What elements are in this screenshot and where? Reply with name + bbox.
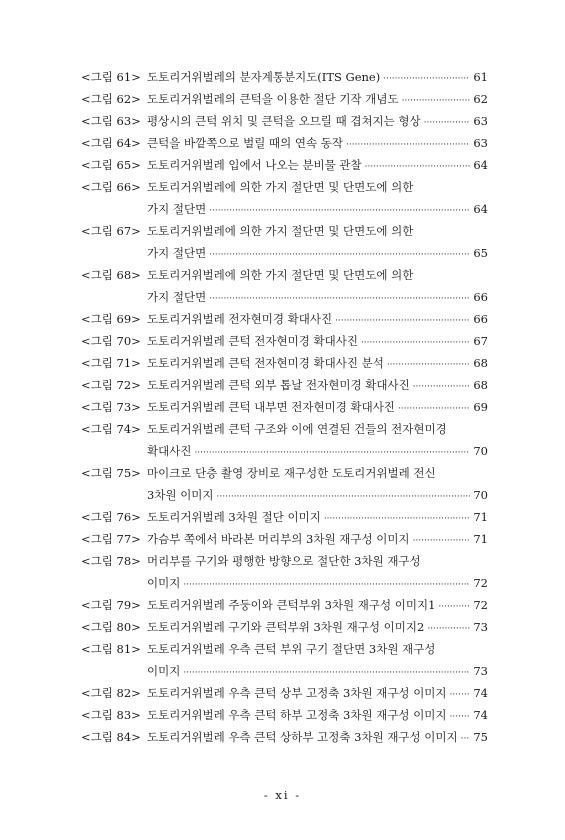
figure-entry bbox=[81, 418, 488, 462]
page-reference: 74 bbox=[473, 708, 488, 722]
leader-dots bbox=[346, 132, 470, 156]
page-reference: 70 bbox=[473, 444, 488, 458]
figure-title: 도토리거위벌레에 의한 가지 절단면 및 단면도에 의한 bbox=[147, 224, 414, 238]
figure-title: 도토리거위벌레 우측 큰턱 상하부 고정축 3차원 재구성 이미지 bbox=[147, 730, 458, 744]
figure-title: 도토리거위벌레 구기와 큰턱부위 3차원 재구성 이미지2 bbox=[147, 620, 425, 634]
leader-dots bbox=[335, 308, 470, 332]
figure-title: 도토리거위벌레 입에서 나오는 분비물 관찰 bbox=[147, 158, 362, 172]
figure-title: 도토리거위벌레 우측 큰턱 부위 구기 절단면 3차원 재구성 bbox=[147, 642, 436, 656]
entry-continuation-line bbox=[81, 286, 488, 308]
page-number-footer: - xi - bbox=[263, 788, 302, 802]
figure-title-continuation: 가지 절단면 bbox=[147, 202, 207, 216]
figure-title: 도토리거위벌레 우측 큰턱 하부 고정축 3차원 재구성 이미지 bbox=[147, 708, 447, 722]
figure-entry bbox=[81, 396, 488, 418]
page-reference: 63 bbox=[473, 114, 488, 128]
page-reference: 75 bbox=[473, 730, 488, 744]
figure-number: <그림 73> bbox=[81, 400, 141, 414]
entry-first-line bbox=[81, 462, 488, 484]
figure-title: 도토리거위벌레의 분자계통분지도(ITS Gene) bbox=[147, 70, 381, 84]
entry-continuation-line bbox=[81, 484, 488, 506]
page-reference: 64 bbox=[473, 158, 488, 172]
leader-dots bbox=[183, 660, 470, 684]
figure-title: 도토리거위벌레의 큰턱을 이용한 절단 기작 개념도 bbox=[147, 92, 399, 106]
table-of-figures bbox=[81, 66, 488, 748]
figure-title: 큰턱을 바깥쪽으로 벌릴 때의 연속 동작 bbox=[147, 136, 344, 150]
entry-first-line bbox=[81, 220, 488, 242]
figure-entry bbox=[81, 154, 488, 176]
figure-entry bbox=[81, 528, 488, 550]
figure-entry bbox=[81, 462, 488, 506]
figure-title: 도토리거위벌레 큰턱 구조와 이에 연결된 건들의 전자현미경 bbox=[147, 422, 447, 436]
figure-number: <그림 68> bbox=[81, 268, 141, 282]
figure-number: <그림 82> bbox=[81, 686, 141, 700]
entry-first-line bbox=[81, 154, 488, 176]
page-reference: 68 bbox=[473, 378, 488, 392]
leader-dots bbox=[427, 616, 470, 640]
page-reference: 71 bbox=[473, 532, 488, 546]
figure-title-continuation: 가지 절단면 bbox=[147, 246, 207, 260]
figure-title: 도토리거위벌레 큰턱 내부면 전자현미경 확대사진 bbox=[147, 400, 395, 414]
figure-number: <그림 78> bbox=[81, 554, 141, 568]
figure-number: <그림 84> bbox=[81, 730, 141, 744]
entry-first-line bbox=[81, 594, 488, 616]
figure-number: <그림 76> bbox=[81, 510, 141, 524]
figure-number: <그림 65> bbox=[81, 158, 141, 172]
figure-number: <그림 67> bbox=[81, 224, 141, 238]
entry-first-line bbox=[81, 110, 488, 132]
figure-title: 도토리거위벌레에 의한 가지 절단면 및 단면도에 의한 bbox=[147, 268, 414, 282]
entry-first-line bbox=[81, 132, 488, 154]
figure-entry bbox=[81, 638, 488, 682]
figure-entry bbox=[81, 132, 488, 154]
figure-title: 마이크로 단층 촬영 장비로 재구성한 도토리거위벌레 전신 bbox=[147, 466, 436, 480]
entry-continuation-line bbox=[81, 242, 488, 264]
leader-dots bbox=[413, 374, 471, 398]
figure-entry bbox=[81, 66, 488, 88]
leader-dots bbox=[324, 506, 471, 530]
figure-number: <그림 63> bbox=[81, 114, 141, 128]
figure-number: <그림 69> bbox=[81, 312, 141, 326]
entry-first-line bbox=[81, 528, 488, 550]
figure-title: 도토리거위벌레에 의한 가지 절단면 및 단면도에 의한 bbox=[147, 180, 414, 194]
figure-number: <그림 61> bbox=[81, 70, 141, 84]
page-reference: 72 bbox=[473, 576, 488, 590]
leader-dots bbox=[438, 594, 470, 618]
figure-entry bbox=[81, 352, 488, 374]
figure-title-continuation: 가지 절단면 bbox=[147, 290, 207, 304]
leader-dots bbox=[194, 440, 470, 464]
figure-title: 도토리거위벌레 큰턱 외부 톱날 전자현미경 확대사진 bbox=[147, 378, 410, 392]
page-reference: 73 bbox=[473, 664, 488, 678]
figure-title: 도토리거위벌레 우측 큰턱 상부 고정축 3차원 재구성 이미지 bbox=[147, 686, 447, 700]
figure-entry bbox=[81, 616, 488, 638]
page-reference: 71 bbox=[473, 510, 488, 524]
leader-dots bbox=[450, 682, 471, 706]
page-reference: 64 bbox=[473, 202, 488, 216]
page-reference: 62 bbox=[473, 92, 488, 106]
entry-continuation-line bbox=[81, 660, 488, 682]
entry-first-line bbox=[81, 330, 488, 352]
figure-entry bbox=[81, 704, 488, 726]
page-reference: 66 bbox=[473, 312, 488, 326]
figure-entry bbox=[81, 110, 488, 132]
figure-entry bbox=[81, 264, 488, 308]
figure-title: 도토리거위벌레 큰턱 전자현미경 확대사진 분석 bbox=[147, 356, 384, 370]
figure-number: <그림 64> bbox=[81, 136, 141, 150]
figure-entry bbox=[81, 176, 488, 220]
page-reference: 74 bbox=[473, 686, 488, 700]
leader-dots bbox=[217, 484, 471, 508]
entry-first-line bbox=[81, 638, 488, 660]
leader-dots bbox=[402, 88, 471, 112]
figure-title-continuation: 이미지 bbox=[147, 664, 181, 678]
leader-dots bbox=[209, 198, 470, 222]
figure-number: <그림 75> bbox=[81, 466, 141, 480]
page-reference: 68 bbox=[473, 356, 488, 370]
leader-dots bbox=[424, 110, 471, 134]
leader-dots bbox=[209, 242, 470, 266]
entry-first-line bbox=[81, 88, 488, 110]
figure-entry bbox=[81, 594, 488, 616]
leader-dots bbox=[398, 396, 470, 420]
page-reference: 66 bbox=[473, 290, 488, 304]
leader-dots bbox=[209, 286, 470, 310]
figure-number: <그림 80> bbox=[81, 620, 141, 634]
leader-dots bbox=[183, 572, 470, 596]
figure-title: 도토리거위벌레 3차원 절단 이미지 bbox=[147, 510, 321, 524]
entry-continuation-line bbox=[81, 572, 488, 594]
figure-number: <그림 62> bbox=[81, 92, 141, 106]
figure-title-continuation: 확대사진 bbox=[147, 444, 192, 458]
page-reference: 73 bbox=[473, 620, 488, 634]
figure-number: <그림 74> bbox=[81, 422, 141, 436]
figure-number: <그림 77> bbox=[81, 532, 141, 546]
figure-number: <그림 70> bbox=[81, 334, 141, 348]
page-reference: 65 bbox=[473, 246, 488, 260]
page-reference: 72 bbox=[473, 598, 488, 612]
figure-entry bbox=[81, 220, 488, 264]
figure-number: <그림 83> bbox=[81, 708, 141, 722]
entry-first-line bbox=[81, 396, 488, 418]
leader-dots bbox=[461, 726, 471, 750]
figure-entry bbox=[81, 726, 488, 748]
entry-first-line bbox=[81, 308, 488, 330]
page-reference: 69 bbox=[473, 400, 488, 414]
figure-title: 평상시의 큰턱 위치 및 큰턱을 오므릴 때 겹쳐지는 형상 bbox=[147, 114, 421, 128]
leader-dots bbox=[383, 66, 470, 90]
entry-first-line bbox=[81, 264, 488, 286]
entry-first-line bbox=[81, 176, 488, 198]
entry-first-line bbox=[81, 506, 488, 528]
figure-number: <그림 66> bbox=[81, 180, 141, 194]
entry-first-line bbox=[81, 352, 488, 374]
page-reference: 70 bbox=[473, 488, 488, 502]
figure-title: 도토리거위벌레 전자현미경 확대사진 bbox=[147, 312, 333, 326]
figure-entry bbox=[81, 374, 488, 396]
entry-continuation-line bbox=[81, 440, 488, 462]
figure-title: 가슴부 쪽에서 바라본 머리부의 3차원 재구성 이미지 bbox=[147, 532, 410, 546]
figure-entry bbox=[81, 308, 488, 330]
leader-dots bbox=[413, 528, 471, 552]
leader-dots bbox=[387, 352, 471, 376]
entry-first-line bbox=[81, 418, 488, 440]
figure-title: 도토리거위벌레 큰턱 전자현미경 확대사진 bbox=[147, 334, 358, 348]
entry-continuation-line bbox=[81, 198, 488, 220]
entry-first-line bbox=[81, 682, 488, 704]
figure-title: 머리부를 구기와 평행한 방향으로 절단한 3차원 재구성 bbox=[147, 554, 421, 568]
page-reference: 61 bbox=[473, 70, 488, 84]
figure-title: 도토리거위벌레 주둥이와 큰턱부위 3차원 재구성 이미지1 bbox=[147, 598, 436, 612]
entry-first-line bbox=[81, 550, 488, 572]
entry-first-line bbox=[81, 704, 488, 726]
figure-title-continuation: 이미지 bbox=[147, 576, 181, 590]
figure-entry bbox=[81, 330, 488, 352]
page-reference: 63 bbox=[473, 136, 488, 150]
figure-number: <그림 72> bbox=[81, 378, 141, 392]
entry-first-line bbox=[81, 374, 488, 396]
figure-title-continuation: 3차원 이미지 bbox=[147, 488, 214, 502]
figure-entry bbox=[81, 506, 488, 528]
entry-first-line bbox=[81, 726, 488, 748]
figure-entry bbox=[81, 682, 488, 704]
entry-first-line bbox=[81, 616, 488, 638]
figure-entry bbox=[81, 88, 488, 110]
page-reference: 67 bbox=[473, 334, 488, 348]
leader-dots bbox=[365, 154, 471, 178]
figure-entry bbox=[81, 550, 488, 594]
leader-dots bbox=[450, 704, 471, 728]
figure-number: <그림 81> bbox=[81, 642, 141, 656]
entry-first-line bbox=[81, 66, 488, 88]
figure-number: <그림 79> bbox=[81, 598, 141, 612]
figure-number: <그림 71> bbox=[81, 356, 141, 370]
leader-dots bbox=[361, 330, 470, 354]
